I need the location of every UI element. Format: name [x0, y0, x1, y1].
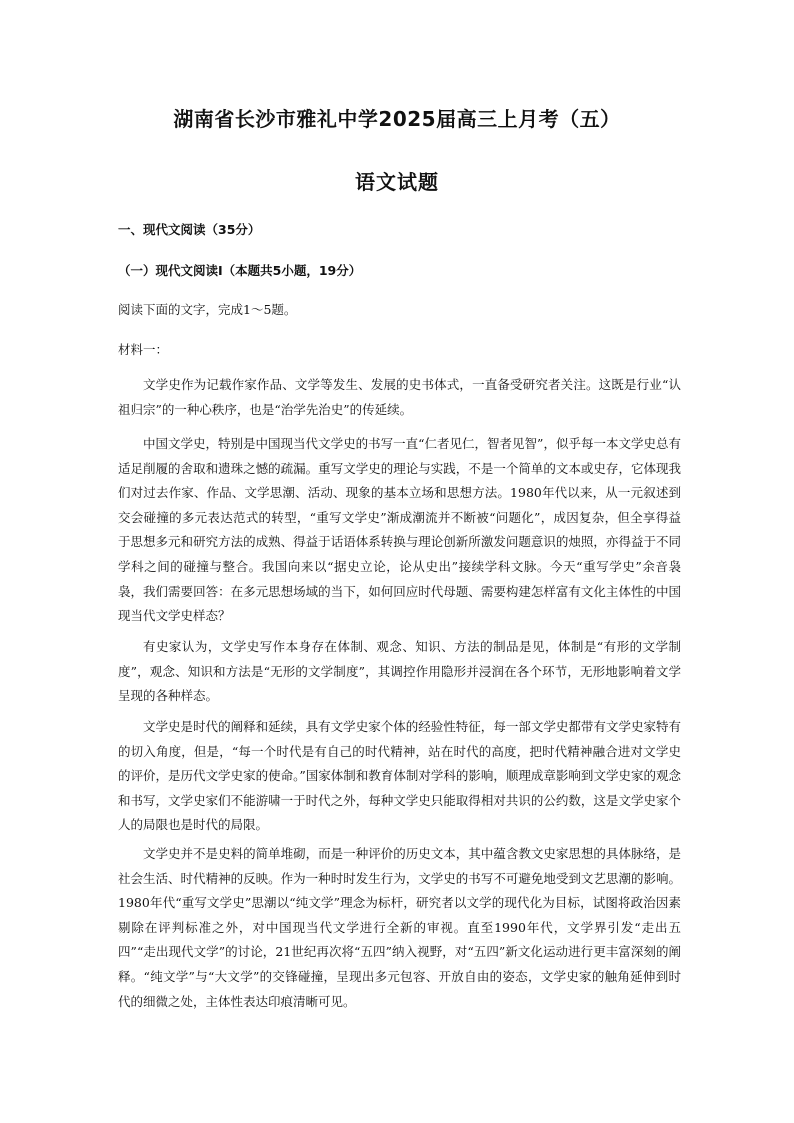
exam-title: 湖南省长沙市雅礼中学2025届高三上月考（五）	[173, 107, 621, 131]
subsection-heading: （一）现代文阅读Ⅰ（本题共5小题，19分）	[118, 263, 362, 278]
reading-instruction: 阅读下面的文字，完成1～5题。	[118, 302, 297, 317]
section-heading: 一、现代文阅读（35分）	[118, 222, 261, 237]
paragraph-1: 文学史作为记载作家作品、文学等发生、发展的史书体式，一直备受研究者关注。这既是行业“认祖归宗”的一种心秩序，也是“治学先治史”的传延续。	[118, 377, 681, 417]
exam-subtitle: 语文试题	[355, 170, 439, 194]
paragraph-4: 文学史是时代的阐释和延续，具有文学史家个体的经验性特征，每一部文学史都带有文学史家特有的切入角度，但是，“每一个时代是有自己的时代精神，站在时代的高度，把时代精神融合进对文学史的评价，是历代文学史家的使命。”国家体制和教育体制对学科的影响，顺理成章影响到文学史家的观念和书写，文学史家们不能游啸一于时代之外，每种文学史只能取得相对共识的公约数，这是文学史家个人的局限也是时代的局限。	[118, 719, 681, 833]
material-label: 材料一：	[118, 342, 169, 357]
paragraph-3: 有史家认为，文学史写作本身存在体制、观念、知识、方法的制品是见，体制是“有形的文学制度”，观念、知识和方法是“无形的文学制度”，其调控作用隐形并浸润在各个环节，无形地影响着文学呈现的各种样态。	[118, 639, 681, 704]
paragraph-5: 文学史并不是史料的简单堆砌，而是一种评价的历史文本，其中蕴含教文史家思想的具体脉络，是社会生活、时代精神的反映。作为一种时时发生行为，文学史的书写不可避免地受到文艺思潮的影响。1980年代“重写文学史”思潮以“纯文学”理念为标杆，研究者以文学的现代化为目标，试图将政治因素剔除在评判标准之外，对中国现当代文学进行全新的审视。直至1990年代，文学界引发“走出五四”“走出现代文学”的讨论，21世纪再次将“五四”纳入视野，对“五四”新文化运动进行更丰富深刻的阐释。“纯文学”与“大文学”的交锋碰撞，呈现出多元包容、开放自由的姿态，文学史家的触角延伸到时代的细微之处，主体性表达印痕清晰可见。	[118, 846, 681, 1009]
paragraph-2: 中国文学史，特别是中国现当代文学史的书写一直“仁者见仁，智者见智”，似乎每一本文学史总有适足削履的舍取和遗珠之憾的疏漏。重写文学史的理论与实践，不是一个简单的文本或史存，它体现我们对过去作家、作品、文学思潮、活动、现象的基本立场和思想方法。1980年代以来，从一元叙述到交会碰撞的多元表达范式的转型，“重写文学史”渐成潮流并不断被“问题化”，成因复杂，但全享得益于思想多元和研究方法的成熟、得益于话语体系转换与理论创新所激发问题意识的烛照，亦得益于不同学科之间的碰撞与整合。我国向来以“据史立论，论从史出”接续学科文脉。今天“重写学史”余音袅袅，我们需要回答：在多元思想场域的当下，如何回应时代母题、需要构建怎样富有文化主体性的中国现当代文学史样态？	[118, 436, 681, 624]
